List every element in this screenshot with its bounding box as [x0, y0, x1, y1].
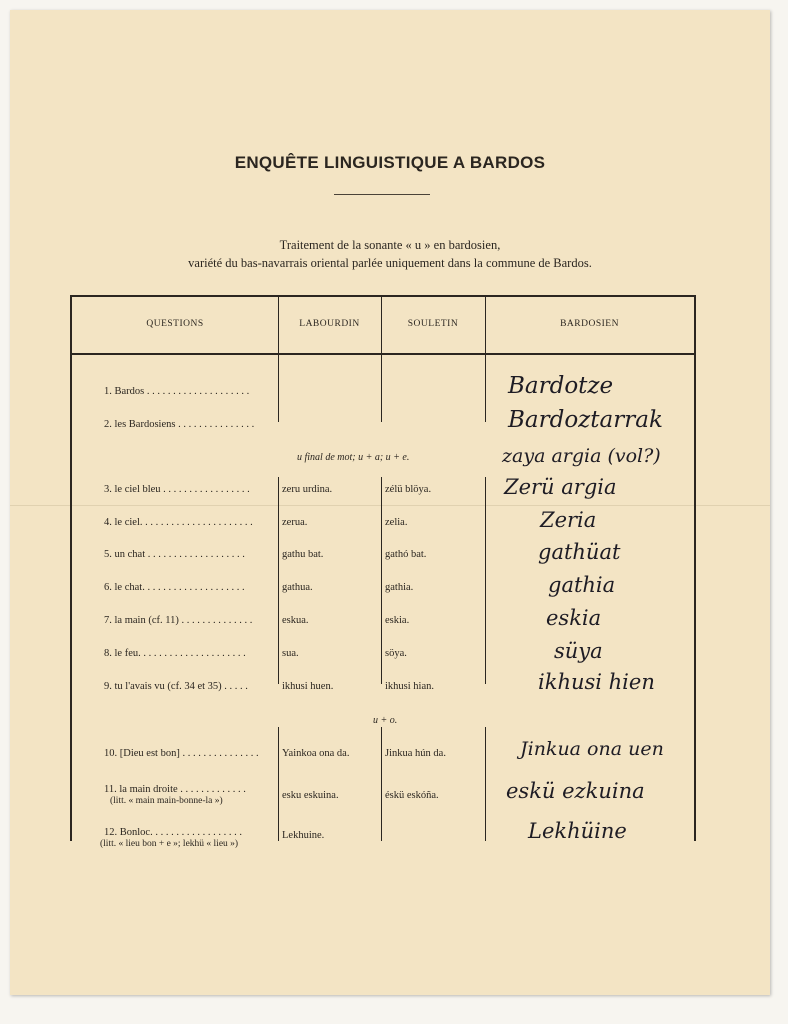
col-divider-3a — [485, 297, 486, 422]
col-divider-3b — [485, 477, 486, 684]
answer-bardosien-8: süya — [554, 639, 603, 663]
answer-souletin-11: éskü eskóña. — [385, 790, 439, 801]
answer-souletin-3: zélü blöya. — [385, 484, 432, 495]
answer-labourdin-6: gathua. — [282, 582, 313, 593]
header-questions: QUESTIONS — [146, 319, 204, 329]
survey-table — [70, 295, 696, 849]
answer-bardosien-4: Zeria — [540, 508, 597, 532]
answer-souletin-4: zelia. — [385, 517, 408, 528]
question-4: 4. le ciel. . . . . . . . . . . . . . . . . . . . . . — [104, 517, 253, 528]
header-rule — [72, 353, 694, 355]
question-8: 8. le feu. . . . . . . . . . . . . . . . . . . . . — [104, 648, 246, 659]
header-souletin: SOULETIN — [407, 319, 459, 329]
handwritten-annotation: zaya argia (vol?) — [502, 445, 661, 467]
question-7: 7. la main (cf. 11) . . . . . . . . . . . . . . — [104, 615, 253, 626]
answer-bardosien-3: Zerü argia — [504, 475, 617, 499]
col-divider-2a — [381, 297, 382, 422]
question-11: 11. la main droite . . . . . . . . . . . . . — [104, 784, 246, 795]
answer-bardosien-11: eskü ezkuina — [506, 779, 645, 803]
answer-labourdin-9: ikhusi huen. — [282, 681, 334, 692]
answer-souletin-10: Jinkua hún da. — [385, 748, 446, 759]
title-divider — [334, 194, 430, 195]
answer-bardosien-10: Jinkua ona uen — [520, 738, 664, 760]
col-divider-1c — [278, 727, 279, 841]
answer-labourdin-8: sua. — [282, 648, 299, 659]
answer-bardosien-7: eskia — [546, 606, 602, 630]
answer-souletin-8: söya. — [385, 648, 407, 659]
header-bardosien: BARDOSIEN — [560, 319, 619, 329]
answer-souletin-7: eskia. — [385, 615, 410, 626]
subtitle-line-1: Traitement de la sonante « u » en bardosien, — [279, 238, 501, 252]
answer-bardosien-5: gathüat — [538, 540, 621, 564]
answer-souletin-6: gathia. — [385, 582, 414, 593]
subtitle-line-2: variété du bas-navarrais oriental parlée uniquement dans la commune de Bardos. — [188, 256, 592, 270]
answer-bardosien-6: gathia — [548, 573, 616, 597]
col-divider-2c — [381, 727, 382, 841]
answer-souletin-5: gathó bat. — [385, 549, 427, 560]
document-page — [10, 10, 770, 995]
answer-bardosien-12: Lekhüine — [528, 819, 627, 843]
question-1: 1. Bardos . . . . . . . . . . . . . . . . . . . . — [104, 386, 250, 397]
question-2: 2. les Bardosiens . . . . . . . . . . . . . . . — [104, 419, 255, 430]
answer-bardosien-1: Bardotze — [508, 373, 614, 399]
question-6: 6. le chat. . . . . . . . . . . . . . . . . . . . — [104, 582, 245, 593]
section-note-1: u final de mot; u + a; u + e. — [297, 452, 410, 463]
answer-labourdin-4: zerua. — [282, 517, 308, 528]
question-9: 9. tu l'avais vu (cf. 34 et 35) . . . . . — [104, 681, 248, 692]
answer-labourdin-12: Lekhuine. — [282, 830, 325, 841]
col-divider-2b — [381, 477, 382, 684]
question-11-gloss: (litt. « main main-bonne-la ») — [110, 796, 223, 806]
answer-labourdin-3: zeru urdina. — [282, 484, 333, 495]
question-5: 5. un chat . . . . . . . . . . . . . . . . . . . — [104, 549, 245, 560]
answer-labourdin-10: Yainkoa ona da. — [282, 748, 350, 759]
answer-souletin-9: ikhusi hian. — [385, 681, 434, 692]
document-title: ENQUÊTE LINGUISTIQUE A BARDOS — [234, 153, 546, 172]
col-divider-1b — [278, 477, 279, 684]
header-labourdin: LABOURDIN — [299, 319, 360, 329]
question-3: 3. le ciel bleu . . . . . . . . . . . . . . . . . — [104, 484, 250, 495]
section-note-2: u + o. — [373, 715, 398, 726]
question-10: 10. [Dieu est bon] . . . . . . . . . . . . . . . — [104, 748, 259, 759]
col-divider-3c — [485, 727, 486, 841]
answer-labourdin-11: esku eskuina. — [282, 790, 339, 801]
answer-labourdin-7: eskua. — [282, 615, 309, 626]
col-divider-1a — [278, 297, 279, 422]
question-12-gloss: (litt. « lieu bon + e »; lekhü « lieu ») — [100, 839, 239, 849]
question-12: 12. Bonloc. . . . . . . . . . . . . . . . . . — [104, 827, 242, 838]
answer-bardosien-2: Bardoztarrak — [508, 407, 663, 433]
answer-bardosien-9: ikhusi hien — [538, 670, 655, 694]
answer-labourdin-5: gathu bat. — [282, 549, 324, 560]
